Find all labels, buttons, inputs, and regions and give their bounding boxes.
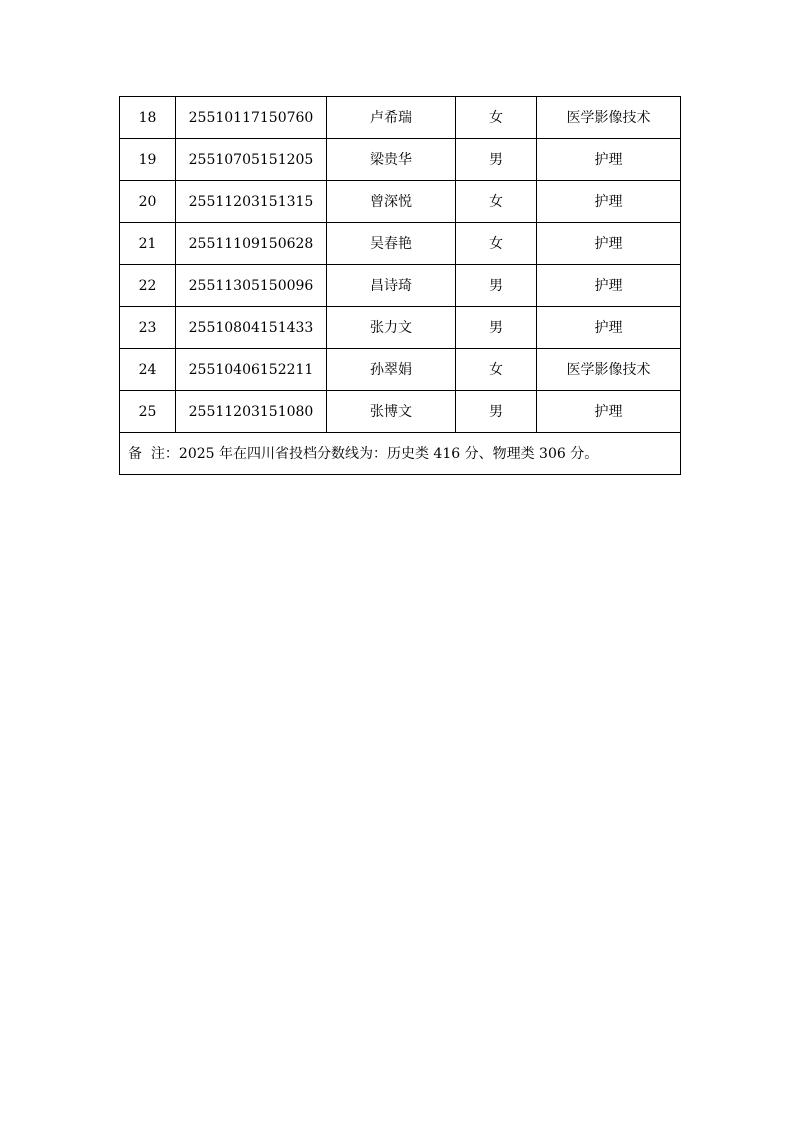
row-number-cell: 18 bbox=[120, 97, 176, 139]
admission-table bbox=[119, 96, 681, 475]
table-row bbox=[120, 181, 681, 223]
row-number-cell: 21 bbox=[120, 223, 176, 265]
candidate-id-cell: 25510705151205 bbox=[176, 139, 327, 181]
row-number-cell: 20 bbox=[120, 181, 176, 223]
table-row bbox=[120, 139, 681, 181]
gender-cell: 男 bbox=[456, 139, 537, 181]
candidate-id-cell: 25511305150096 bbox=[176, 265, 327, 307]
table-row bbox=[120, 265, 681, 307]
student-name-cell: 昌诗琦 bbox=[327, 265, 456, 307]
student-name-cell: 曾深悦 bbox=[327, 181, 456, 223]
note-cell bbox=[120, 433, 681, 475]
row-number-cell: 19 bbox=[120, 139, 176, 181]
major-cell: 护理 bbox=[537, 181, 681, 223]
note-row bbox=[120, 433, 681, 475]
table-row bbox=[120, 223, 681, 265]
student-name-cell: 卢希瑞 bbox=[327, 97, 456, 139]
student-name-cell: 吴春艳 bbox=[327, 223, 456, 265]
gender-cell: 女 bbox=[456, 97, 537, 139]
note-label: 备 注： bbox=[128, 445, 179, 462]
table-row bbox=[120, 391, 681, 433]
gender-cell: 女 bbox=[456, 181, 537, 223]
table-row bbox=[120, 349, 681, 391]
major-cell: 护理 bbox=[537, 391, 681, 433]
row-number-cell: 25 bbox=[120, 391, 176, 433]
gender-cell: 男 bbox=[456, 265, 537, 307]
gender-cell: 男 bbox=[456, 307, 537, 349]
candidate-id-cell: 25510406152211 bbox=[176, 349, 327, 391]
major-cell: 护理 bbox=[537, 265, 681, 307]
major-cell: 护理 bbox=[537, 307, 681, 349]
row-number-cell: 22 bbox=[120, 265, 176, 307]
major-cell: 医学影像技术 bbox=[537, 349, 681, 391]
gender-cell: 男 bbox=[456, 391, 537, 433]
candidate-id-cell: 25510804151433 bbox=[176, 307, 327, 349]
candidate-id-cell: 25511109150628 bbox=[176, 223, 327, 265]
table-row bbox=[120, 97, 681, 139]
major-cell: 护理 bbox=[537, 139, 681, 181]
student-name-cell: 张博文 bbox=[327, 391, 456, 433]
student-name-cell: 孙翠娟 bbox=[327, 349, 456, 391]
candidate-id-cell: 25511203151315 bbox=[176, 181, 327, 223]
candidate-id-cell: 25510117150760 bbox=[176, 97, 327, 139]
student-name-cell: 梁贵华 bbox=[327, 139, 456, 181]
row-number-cell: 23 bbox=[120, 307, 176, 349]
row-number-cell: 24 bbox=[120, 349, 176, 391]
major-cell: 医学影像技术 bbox=[537, 97, 681, 139]
major-cell: 护理 bbox=[537, 223, 681, 265]
table-body bbox=[120, 97, 681, 475]
gender-cell: 女 bbox=[456, 223, 537, 265]
student-name-cell: 张力文 bbox=[327, 307, 456, 349]
table-row bbox=[120, 307, 681, 349]
candidate-id-cell: 25511203151080 bbox=[176, 391, 327, 433]
gender-cell: 女 bbox=[456, 349, 537, 391]
note-text: 2025 年在四川省投档分数线为：历史类 416 分、物理类 306 分。 bbox=[178, 445, 599, 462]
